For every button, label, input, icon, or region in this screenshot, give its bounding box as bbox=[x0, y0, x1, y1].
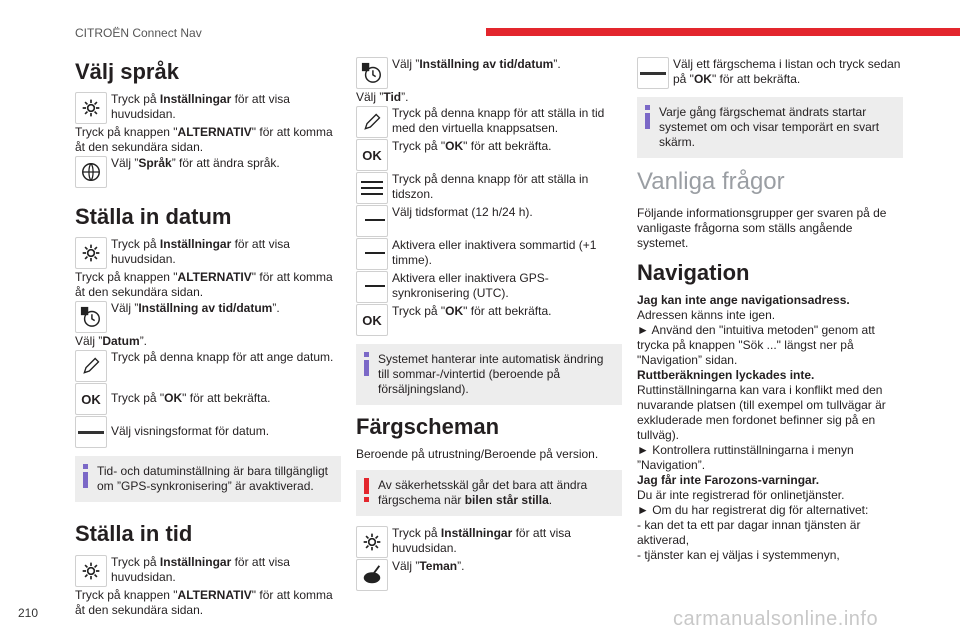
answer: Adressen känns inte igen. bbox=[637, 308, 776, 323]
gear-icon bbox=[75, 237, 107, 269]
ok-icon: OK bbox=[75, 383, 107, 415]
step-settings: Tryck på Inställningar för att visa huvudsidan. bbox=[356, 526, 622, 558]
step-settings: Tryck på Inställningar för att visa huvudsidan. bbox=[75, 237, 341, 269]
step-text: Tryck på knappen "ALTERNATIV" för att komma åt den sekundära sidan. bbox=[75, 270, 333, 300]
info-icon bbox=[364, 352, 369, 376]
answer: - tjänster kan ej väljas i systemmenyn, bbox=[637, 548, 840, 563]
section-title-date: Ställa in datum bbox=[75, 204, 232, 230]
question: Jag kan inte ange navigationsadress. bbox=[637, 293, 850, 308]
section-title-colors: Färgscheman bbox=[356, 414, 500, 439]
warning-icon bbox=[364, 478, 369, 502]
answer: Ruttinställningarna kan vara i konflikt med den nuvarande platsen (till exempel om tullvägar är exkluderade men fordonet befinner sig på en tullväg). bbox=[637, 383, 886, 443]
header-accent-bar bbox=[486, 28, 960, 36]
answer: Du är inte registrerad för onlinetjänster. bbox=[637, 488, 845, 503]
step-time-date: Välj ”Inställning av tid/datum”. bbox=[75, 301, 341, 333]
info-icon bbox=[83, 464, 88, 488]
info-note: Varje gång färgschemat ändrats startar systemet om och visar temporärt en svart skärm. bbox=[637, 97, 903, 158]
step-settings: Tryck på Inställningar för att visa huvudsidan. bbox=[75, 92, 341, 124]
gear-icon bbox=[356, 526, 388, 558]
clock-icon bbox=[75, 301, 107, 333]
answer: ► Om du har registrerat dig för alternativet: bbox=[637, 503, 869, 518]
step-ok: OK Tryck på "OK" för att bekräfta. bbox=[75, 383, 341, 415]
toggle-icon bbox=[356, 205, 388, 237]
toggle-icon bbox=[356, 271, 388, 303]
step-text: Tryck på knappen "ALTERNATIV" för att komma åt den sekundära sidan. bbox=[75, 125, 333, 155]
toggle-icon bbox=[75, 416, 107, 448]
section-title-language: Välj språk bbox=[75, 59, 179, 84]
faq-intro: Följande informationsgrupper ger svaren på de vanligaste frågorna som ställs angående systemet. bbox=[637, 206, 887, 250]
pencil-icon bbox=[356, 106, 388, 138]
gear-icon bbox=[75, 555, 107, 587]
step-gps-sync: Aktivera eller inaktivera GPS-synkronisering (UTC). bbox=[356, 271, 622, 303]
question: Jag får inte Farozons-varningar. bbox=[637, 473, 820, 488]
step-text: Tryck på knappen "ALTERNATIV" för att komma åt den sekundära sidan. bbox=[75, 587, 333, 617]
menu-icon bbox=[356, 172, 388, 204]
language-icon bbox=[75, 156, 107, 188]
question: Ruttberäkningen lyckades inte. bbox=[637, 368, 815, 383]
answer: ► Använd den "intuitiva metoden" genom att trycka på knappen "Sök ..." längst ner på "Navigation” sidan. bbox=[637, 323, 875, 368]
palette-icon bbox=[356, 559, 388, 591]
ok-icon: OK bbox=[356, 139, 388, 171]
step-summer-time: Aktivera eller inaktivera sommartid (+1 timme). bbox=[356, 238, 622, 270]
gear-icon bbox=[75, 92, 107, 124]
column-1 bbox=[75, 56, 341, 618]
pencil-icon bbox=[75, 350, 107, 382]
step-ok: OK Tryck på "OK" för att bekräfta. bbox=[356, 139, 622, 171]
step-select-theme: Välj ett färgschema i listan och tryck sedan på "OK" för att bekräfta. bbox=[637, 57, 903, 89]
step-text: Välj ”Tid”. bbox=[356, 90, 409, 104]
toggle-icon bbox=[356, 238, 388, 270]
toggle-icon bbox=[637, 57, 669, 89]
step-timezone: Tryck på denna knapp för att ställa in tidszon. bbox=[356, 172, 622, 204]
step-format: Välj visningsformat för datum. bbox=[75, 416, 341, 448]
step-themes: Välj ”Teman”. bbox=[356, 559, 622, 591]
warning-note: Av säkerhetsskäl går det bara att ändra färgschema när bilen står stilla. bbox=[356, 470, 622, 516]
step-ok: OK Tryck på "OK" för att bekräfta. bbox=[356, 304, 622, 336]
step-text: Välj ”Datum”. bbox=[75, 334, 148, 349]
clock-icon bbox=[356, 57, 388, 89]
section-title-navigation: Navigation bbox=[637, 260, 750, 285]
section-title-time: Ställa in tid bbox=[75, 521, 193, 547]
step-edit: Tryck på denna knapp för att ställa in tid med den virtuella knappsatsen. bbox=[356, 106, 622, 138]
answer: - kan det ta ett par dagar innan tjänsten är aktiverad, bbox=[637, 518, 861, 548]
step-time-format: Välj tidsformat (12 h/24 h). bbox=[356, 205, 622, 237]
page-number: 210 bbox=[18, 606, 39, 620]
intro-text: Beroende på utrustning/Beroende på version. bbox=[356, 447, 599, 462]
faq-title: Vanliga frågor bbox=[637, 168, 785, 195]
watermark: carmanualsonline.info bbox=[673, 608, 879, 630]
step-language: Välj ”Språk” för att ändra språk. bbox=[75, 156, 341, 188]
column-2 bbox=[356, 56, 622, 592]
answer: ► Kontrollera ruttinställningarna i menyn ”Navigation”. bbox=[637, 443, 854, 473]
info-icon bbox=[645, 105, 650, 129]
info-note: Systemet hanterar inte automatisk ändring till sommar-/vintertid (beroende på försäljningsland). bbox=[356, 344, 622, 405]
step-edit: Tryck på denna knapp för att ange datum. bbox=[75, 350, 341, 382]
step-settings: Tryck på Inställningar för att visa huvudsidan. bbox=[75, 555, 341, 587]
info-note: Tid- och datuminställning är bara tillgängligt om ”GPS-synkronisering” är avaktiverad. bbox=[75, 456, 341, 502]
step-time-date: Välj ”Inställning av tid/datum”. bbox=[356, 57, 622, 89]
column-3 bbox=[637, 56, 903, 563]
ok-icon: OK bbox=[356, 304, 388, 336]
header-title: CITROËN Connect Nav bbox=[75, 26, 202, 40]
